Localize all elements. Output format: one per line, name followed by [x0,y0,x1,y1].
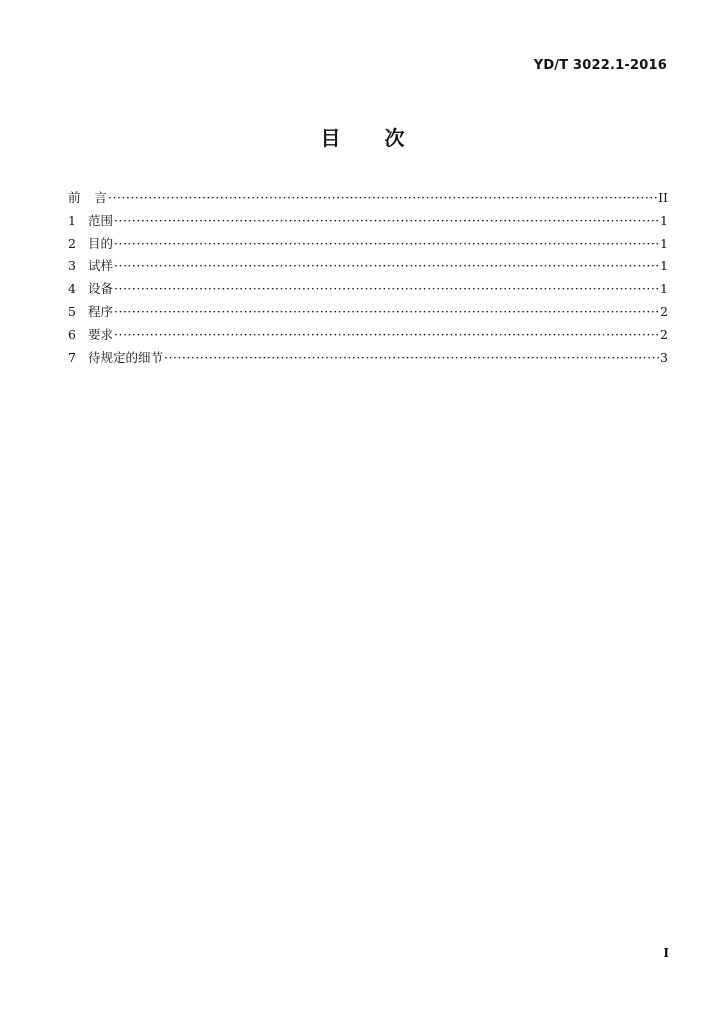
toc-entry-label: 待规定的细节 [88,349,164,365]
toc-leader-dots [114,233,659,256]
page-number: I [663,946,669,960]
toc-entry-scope[interactable] [68,210,668,233]
toc-entry-equipment[interactable] [68,278,668,301]
toc-entry-page: 2 [660,303,668,319]
toc-leader-dots [114,255,659,278]
standard-code: YD/T 3022.1-2016 [533,58,667,73]
toc-leader-dots [164,347,659,370]
toc-leader-dots [114,210,659,233]
toc-entry-label: 要求 [88,326,114,342]
toc-entry-label: 前言 [68,190,122,205]
toc-entry-details[interactable] [68,347,668,370]
toc-entry-number: 4 [68,281,76,297]
toc-entry-label: 设备 [88,281,114,297]
toc-entry-page: 1 [660,258,668,274]
toc-leader-dots [114,278,659,301]
toc-entry-foreword[interactable] [68,187,668,210]
toc-entry-page: 1 [660,281,668,297]
toc-entry-procedure[interactable] [68,301,668,324]
toc-entry-number: 1 [68,212,76,228]
toc-title [0,122,725,151]
toc-title-char: 目 [320,126,341,150]
toc-entry-label: 程序 [88,303,114,319]
toc-entry-label: 目的 [88,235,114,251]
toc-entry-label: 试样 [88,258,114,274]
toc-entry-number: 2 [68,235,76,251]
toc-title-char: 次 [384,126,405,150]
toc-entry-number: 6 [68,326,76,342]
toc-entry-number: 3 [68,258,76,274]
toc-entry-label: 范围 [88,212,114,228]
toc-entry-requirements[interactable] [68,324,668,347]
toc-leader-dots [108,187,657,210]
toc-entry-number: 7 [68,349,76,365]
toc-leader-dots [114,301,659,324]
table-of-contents [68,187,668,369]
toc-entry-page: 1 [660,212,668,228]
toc-entry-page: 3 [660,349,668,365]
toc-entry-page: 2 [660,326,668,342]
toc-entry-specimen[interactable] [68,255,668,278]
toc-entry-page: II [658,190,668,205]
toc-entry-number: 5 [68,303,76,319]
toc-leader-dots [114,324,659,347]
toc-entry-purpose[interactable] [68,233,668,256]
toc-entry-page: 1 [660,235,668,251]
